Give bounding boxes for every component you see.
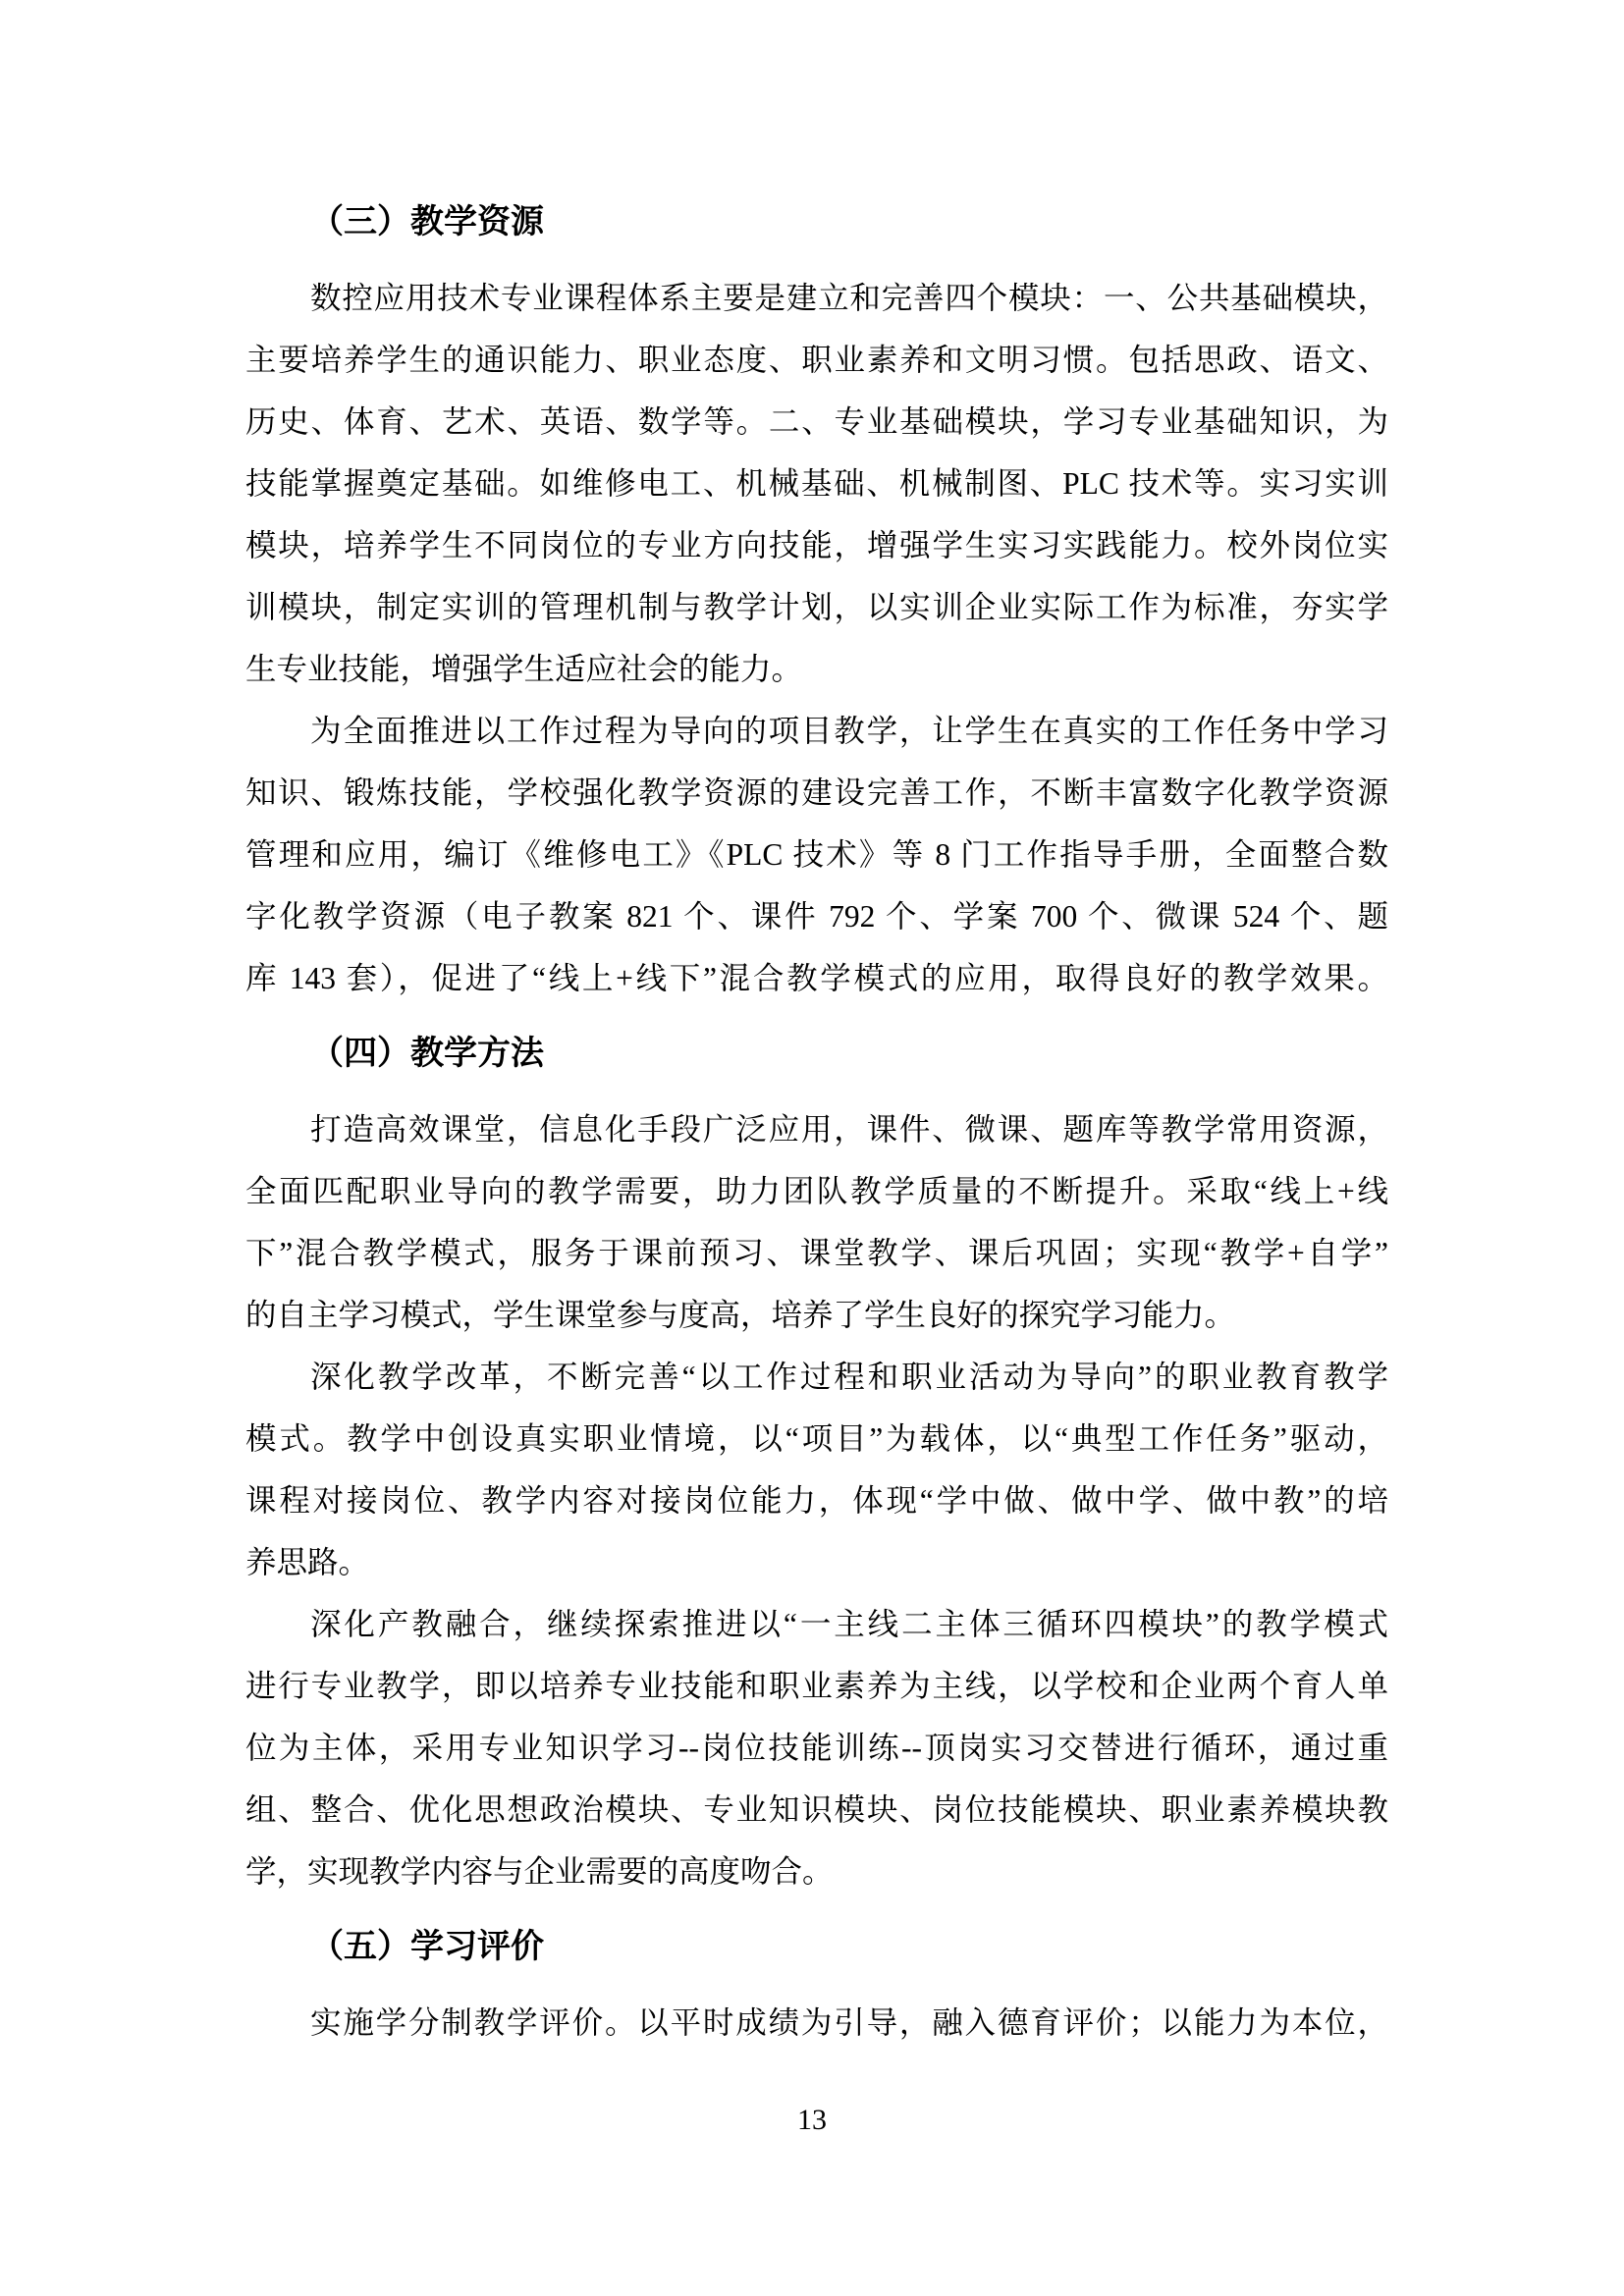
text-line: 组、整合、优化思想政治模块、专业知识模块、岗位技能模块、职业素养模块教 (245, 1792, 1388, 1827)
text-line: 的自主学习模式，学生课堂参与度高，培养了学生良好的探究学习能力。 (245, 1298, 1236, 1332)
section-teaching-methods (245, 1023, 1388, 1902)
text-line: 历史、体育、艺术、英语、数学等。二、专业基础模块，学习专业基础知识，为 (245, 404, 1388, 439)
section-heading: （四）教学方法 (310, 1036, 544, 1072)
paragraph (245, 700, 1388, 1009)
paragraph (245, 1992, 1388, 2054)
text-line: 训模块，制定实训的管理机制与教学计划，以实训企业实际工作为标准，夯实学 (245, 590, 1388, 624)
paragraph (245, 1098, 1388, 1346)
text-line: 深化教学改革，不断完善“以工作过程和职业活动为导向”的职业教育教学 (310, 1360, 1388, 1394)
text-line: 数控应用技术专业课程体系主要是建立和完善四个模块：一、公共基础模块， (310, 281, 1388, 315)
text-line: 打造高效课堂，信息化手段广泛应用，课件、微课、题库等教学常用资源， (310, 1112, 1388, 1147)
text-line: 知识、锻炼技能，学校强化教学资源的建设完善工作，不断丰富数字化教学资源 (245, 775, 1388, 810)
text-line: 养思路。 (245, 1545, 370, 1579)
section-teaching-resources (245, 191, 1388, 1009)
page-number: 13 (797, 2104, 827, 2136)
text-line: 主要培养学生的通识能力、职业态度、职业素养和文明习惯。包括思政、语文、 (245, 343, 1388, 377)
page-content (245, 178, 1388, 2054)
paragraph (245, 267, 1388, 700)
text-line: 字化教学资源（电子教案 821 个、课件 792 个、学案 700 个、微课 524 个、题 (245, 899, 1388, 934)
text-line: 深化产教融合，继续探索推进以“一主线二主体三循环四模块”的教学模式 (310, 1607, 1388, 1641)
text-line: 为全面推进以工作过程为导向的项目教学，让学生在真实的工作任务中学习 (310, 714, 1388, 748)
text-line: 生专业技能，增强学生适应社会的能力。 (245, 652, 803, 686)
text-line: 管理和应用，编订《维修电工》《PLC 技术》等 8 门工作指导手册，全面整合数 (245, 837, 1388, 872)
text-line: 下”混合教学模式，服务于课前预习、课堂教学、课后巩固；实现“教学+自学” (245, 1236, 1388, 1270)
text-line: 技能掌握奠定基础。如维修电工、机械基础、机械制图、PLC 技术等。实习实训 (245, 466, 1388, 501)
text-line: 进行专业教学，即以培养专业技能和职业素养为主线，以学校和企业两个育人单 (245, 1669, 1388, 1703)
text-line: 位为主体，采用专业知识学习--岗位技能训练--顶岗实习交替进行循环，通过重 (245, 1731, 1388, 1765)
section-learning-evaluation (245, 1916, 1388, 2054)
text-line: 全面匹配职业导向的教学需要，助力团队教学质量的不断提升。采取“线上+线 (245, 1174, 1388, 1208)
paragraph (245, 1593, 1388, 1902)
text-line: 实施学分制教学评价。以平时成绩为引导，融入德育评价；以能力为本位， (310, 2005, 1388, 2040)
paragraph (245, 1346, 1388, 1593)
section-heading: （三）教学资源 (310, 204, 544, 240)
text-line: 学，实现教学内容与企业需要的高度吻合。 (245, 1854, 834, 1889)
section-heading: （五）学习评价 (310, 1929, 544, 1965)
text-line: 模块，培养学生不同岗位的专业方向技能，增强学生实习实践能力。校外岗位实 (245, 528, 1388, 562)
text-line: 模式。教学中创设真实职业情境，以“项目”为载体，以“典型工作任务”驱动， (245, 1421, 1388, 1456)
text-line: 课程对接岗位、教学内容对接岗位能力，体现“学中做、做中学、做中教”的培 (245, 1483, 1388, 1518)
text-line: 库 143 套），促进了“线上+线下”混合教学模式的应用，取得良好的教学效果。 (245, 961, 1388, 995)
